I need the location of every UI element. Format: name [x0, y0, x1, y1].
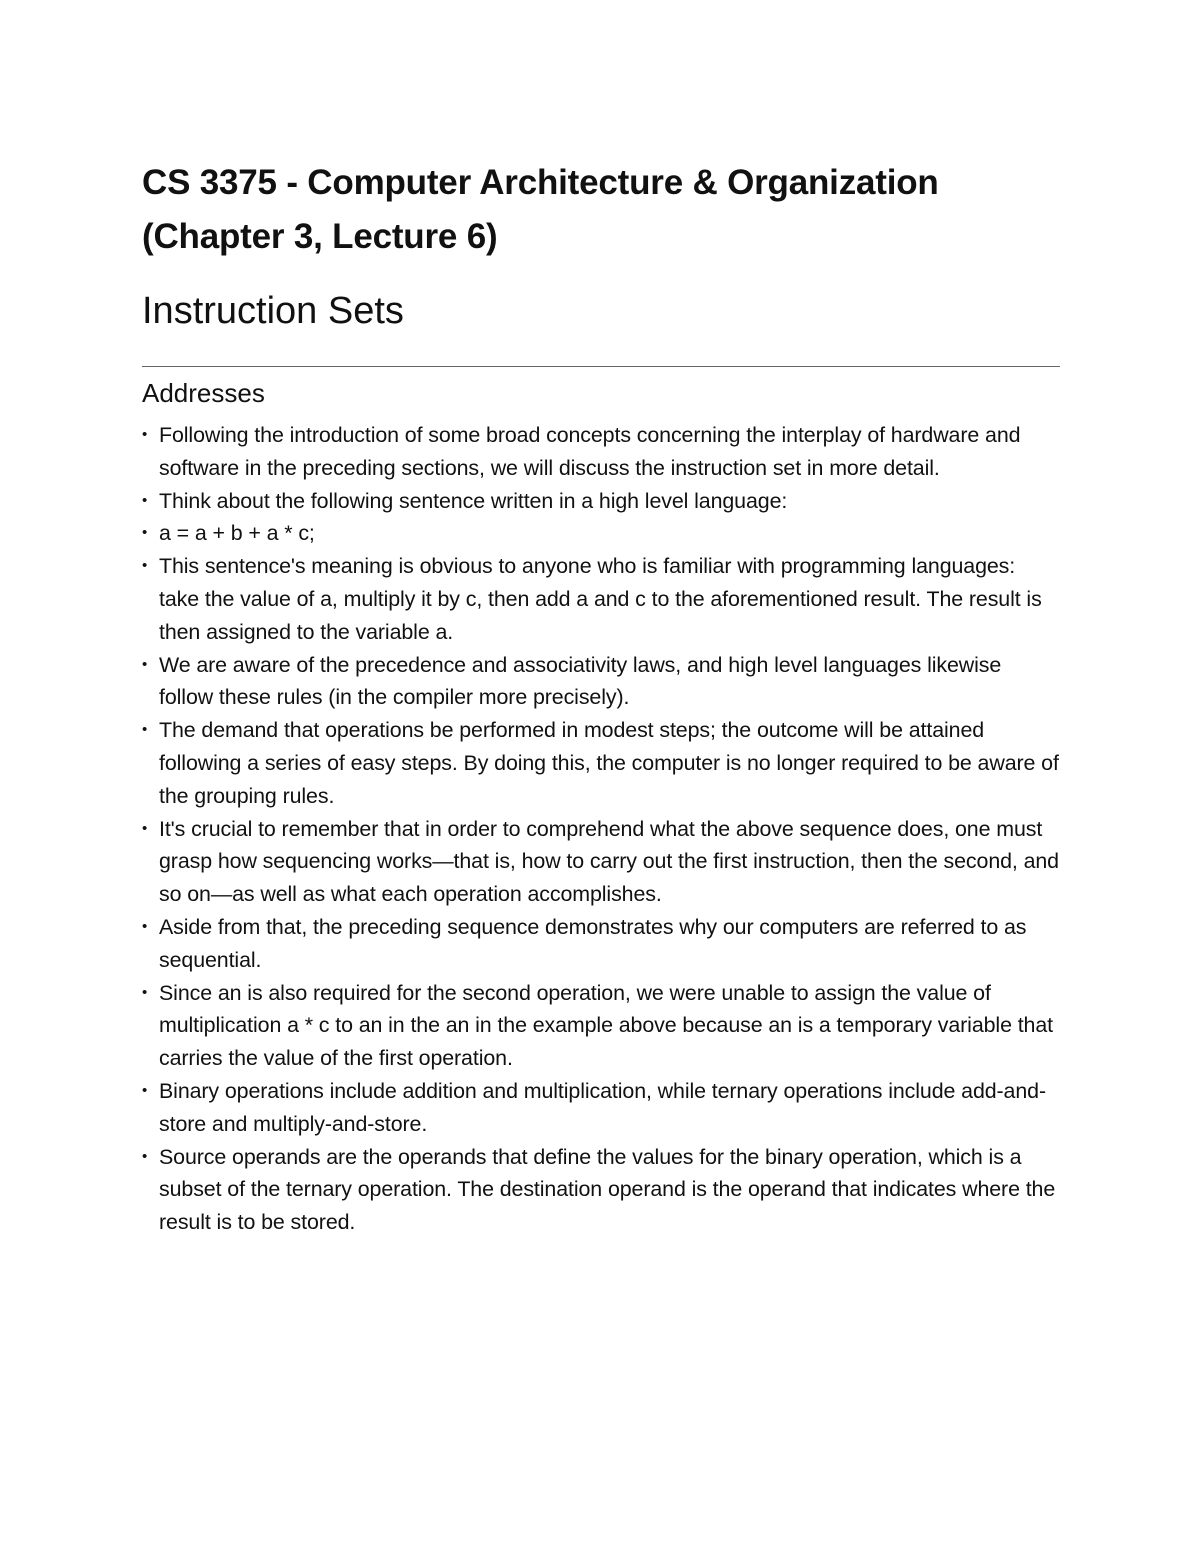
- bullet-icon: •: [142, 983, 148, 1001]
- bullet-icon: •: [142, 721, 148, 739]
- list-item-text: Source operands are the operands that define the values for the binary operation, which is a subset of the ternary operation. The destination operand is the operand that indicates where the result is to be stored.: [159, 1144, 1056, 1235]
- bullet-icon: •: [142, 655, 148, 673]
- list-item-text: We are aware of the precedence and associativity laws, and high level languages likewise follow these rules (in the compiler more precisely).: [159, 652, 1002, 710]
- list-item: [142, 649, 1060, 715]
- list-item-text: The demand that operations be performed in modest steps; the outcome will be attained following a series of easy steps. By doing this, the computer is no longer required to be aware of the grouping rules.: [159, 718, 1059, 808]
- list-item-text: Think about the following sentence written in a high level language:: [159, 488, 788, 513]
- list-item: [142, 517, 1060, 550]
- list-item: [142, 550, 1060, 648]
- document-content: [142, 156, 1060, 1239]
- bullet-icon: •: [142, 917, 148, 935]
- bullet-icon: •: [142, 1081, 148, 1099]
- list-item-text: This sentence's meaning is obvious to anyone who is familiar with programming languages: take the value of a, multiply it by c, then add a and c to the aforementioned result. The result is then assigned to the variable a.: [159, 554, 1042, 644]
- list-item: [142, 977, 1060, 1075]
- bullet-icon: •: [142, 819, 148, 837]
- list-item: [142, 1075, 1060, 1141]
- list-item: [142, 714, 1060, 812]
- list-item: [142, 1141, 1060, 1239]
- list-item-text: Aside from that, the preceding sequence demonstrates why our computers are referred to as sequential.: [159, 914, 1027, 972]
- course-title: CS 3375 - Computer Architecture & Organization (Chapter 3, Lecture 6): [142, 163, 939, 256]
- list-item-text: Since an is also required for the second operation, we were unable to assign the value of multiplication a * c to an in the an in the example above because an is a temporary variable that carries the value of the first operation.: [159, 980, 1053, 1071]
- list-item-text: Binary operations include addition and multiplication, while ternary operations include add-and-store and multiply-and-store.: [159, 1078, 1046, 1136]
- bullet-icon: •: [142, 557, 148, 575]
- list-item: [142, 419, 1060, 485]
- bullet-icon: •: [142, 426, 148, 443]
- list-item: [142, 911, 1060, 977]
- bullet-list: [142, 419, 1060, 1239]
- list-item-text: Following the introduction of some broad concepts concerning the interplay of hardware and software in the preceding sections, we will discuss the instruction set in more detail.: [159, 423, 1021, 480]
- horizontal-divider: [142, 366, 1060, 367]
- bullet-icon: •: [142, 491, 148, 509]
- list-item-text: It's crucial to remember that in order to comprehend what the above sequence does, one must grasp how sequencing works—that is, how to carry out the first instruction, then the second, and so on—as well as what each operation accomplishes.: [159, 816, 1059, 907]
- list-item: [142, 485, 1060, 518]
- list-item: [142, 813, 1060, 911]
- bullet-icon: •: [142, 524, 148, 542]
- page-title: Instruction Sets: [142, 290, 404, 332]
- bullet-icon: •: [142, 1147, 148, 1165]
- section-heading: Addresses: [142, 378, 265, 408]
- list-item-text: a = a + b + a * c;: [159, 521, 315, 546]
